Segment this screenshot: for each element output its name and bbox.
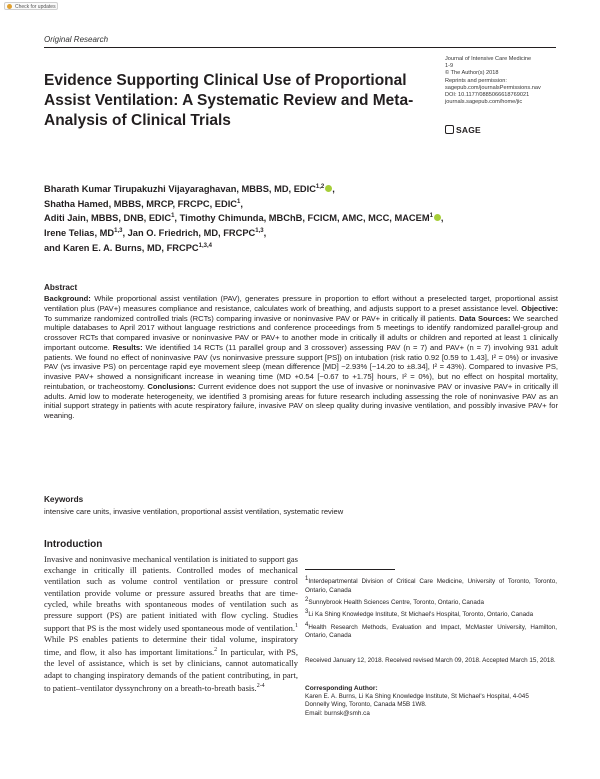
objective-label: Objective:: [521, 303, 558, 313]
check-for-updates-label: Check for updates: [15, 4, 56, 10]
check-for-updates-badge[interactable]: [4, 2, 58, 10]
footnote-divider: [305, 569, 395, 570]
author-4: Timothy Chimunda, MBChB, FCICM, AMC, MCC, MACEM$^1$ ,: [179, 213, 444, 224]
orcid-icon[interactable]: [434, 214, 441, 221]
author-list: [44, 181, 556, 254]
article-type-label: Original Research: [44, 35, 109, 44]
abstract-heading: Abstract: [44, 283, 78, 292]
affiliation-item: $^2$Sunnybrook Health Sciences Centre, Toronto, Ontario, Canada: [305, 596, 484, 606]
conclusions-label: Conclusions:: [147, 381, 196, 391]
journal-permissions-link[interactable]: sagepub.com/journalsPermissions.nav: [445, 84, 541, 91]
journal-name: Journal of Intensive Care Medicine: [445, 56, 532, 62]
author-6: Jan O. Friedrich, MD, FRCPC$^{1,3}$,: [127, 228, 267, 239]
author-5: Irene Telias, MD$^{1,3}$,: [44, 228, 126, 239]
journal-info: [445, 56, 565, 106]
publisher-logo: [445, 125, 481, 135]
journal-doi[interactable]: DOI: 10.1177/0885066618769021: [445, 92, 530, 99]
citation-ref[interactable]: 2-4: [256, 682, 265, 689]
results-text: We identified 14 RCTs (11 parallel group and 3 crossover) assessing PAV (n = 7) and PAV+ (n = 7) involving 931 adult patients. We found no effect of noninvasive PAV (vs noninvasive pressure support [PS]) on intubation (risk ratio 0.92 [0.59 to 1.43], I² = 0%) or invasive PAV (vs invasive PS) on percentage rapid eye movement sleep (mean difference [MD] −2.93% [−14.20 to ±8.34], I² = 43%). Compared to invasive PS, invasive PAV+ showed a nonsignificant increase in weaning time (MD +0.54 [−0.67 to +1.75] hours, I² = 0%), but no effect on hospital mortality, reintubation, or tracheostomy.: [44, 342, 558, 391]
header-divider: [44, 47, 556, 48]
corresponding-email[interactable]: Email: burnsk@smh.ca: [305, 709, 370, 717]
abstract-body: [44, 294, 558, 421]
journal-copyright: © The Author(s) 2018: [445, 70, 499, 77]
introduction-heading: Introduction: [44, 539, 103, 550]
sage-logo-icon: [445, 125, 454, 134]
journal-home-link[interactable]: journals.sagepub.com/home/jic: [445, 99, 523, 106]
citation-ref[interactable]: 1: [295, 623, 298, 630]
corresponding-author-heading: Corresponding Author:: [305, 685, 378, 692]
affiliations: [305, 575, 557, 642]
publisher-name: SAGE: [456, 125, 481, 135]
objective-text: To summarize randomized controlled trials (RCTs) comparing invasive or noninvasive PAV or PAV+ in critically ill patients.: [44, 313, 460, 323]
author-3: Aditi Jain, MBBS, DNB, EDIC$^1$,: [44, 213, 178, 224]
background-text: While proportional assist ventilation (PAV), generates pressure in proportion to effort without a preselected target, proportional assist ventilation plus (PAV+) measures compliance and resistance, calculates work of breathing, and adjusts support to a preset assistance level.: [44, 294, 558, 313]
affiliation-item: $^3$Li Ka Shing Knowledge Institute, St Michael's Hospital, Toronto, Ontario, Canada: [305, 609, 534, 619]
corresponding-author-details: Karen E. A. Burns, Li Ka Shing Knowledge Institute, St Michael's Hospital, 4-045 Donnelly Wing, Toronto, Canada M5B 1W8. Email: burnsk@smh.ca: [305, 693, 557, 718]
journal-pages: 1-9: [445, 63, 454, 70]
received-dates: Received January 12, 2018. Received revised March 09, 2018. Accepted March 15, 2018.: [305, 657, 556, 664]
data-sources-text: We searched multiple databases to April 2017 without language restrictions and conference proceedings from 5 meetings to identify randomized parallel-group and crossover RCTs that compared invasive or noninvasive PAV or PAV+ to another mode in critically ill adults or children and reported at least 1 clinically important outcome.: [44, 313, 558, 352]
introduction-body: Invasive and noninvasive mechanical ventilation is initiated to support gas exchange in critically ill patients. Controlled modes of mechanical ventilation such as volume control ventilation or pressure control ventilation provide volume or pressure assured breaths that are time-cycled, while breaths with spontaneous modes of ventilation such as pressure support (PS) are patient initiated with flow cycling. Studies support that PS is the most widely used spontaneous mode of ventilation.$^1$ While PS enables patients to determine their tidal volume, inspiratory time, and flow, it also has important limitations.$^2$ In particular, with PS, the level of assistance, which is set by clinicians, cannot automatically adapt to changing inspiratory demands of the patient contributing, in part, to patient–ventilator dyssynchrony on a breath-to-breath basis.$^{2-4}$: [44, 554, 298, 693]
affiliation-item: $^1$Interdepartmental Division of Critical Care Medicine, University of Toronto, Toronto, Ontario, Canada: [305, 576, 557, 594]
background-label: Background:: [44, 294, 91, 303]
article-title: Evidence Supporting Clinical Use of Proportional Assist Ventilation: A Systematic Review and Meta-Analysis of Clinical Trials: [44, 72, 414, 129]
results-label: Results:: [112, 342, 143, 352]
affiliation-item: $^4$Health Research Methods, Evaluation and Impact, McMaster University, Hamilton, Ontario, Canada: [305, 621, 557, 640]
keywords-text: intensive care units, invasive ventilation, proportional assist ventilation, systematic review: [44, 507, 344, 516]
author-2: Shatha Hamed, MBBS, MRCP, FRCPC, EDIC$^1$,: [44, 198, 243, 209]
journal-reprints: Reprints and permission:: [445, 77, 507, 84]
data-sources-label: Data Sources:: [459, 313, 511, 323]
crossmark-icon: [7, 4, 12, 9]
conclusions-text: Current evidence does not support the use of invasive or noninvasive PAV or invasive PAV+ in critically ill adults. Amid low to moderate heterogeneity, we identified 3 promising areas for future research including assessing the role of noninvasive PAV as an initial support strategy in patients with acute respiratory failure, invasive PAV on sleep quality during invasive ventilation, and possibly invasive PAV+ for weaning.: [44, 381, 558, 420]
citation-ref[interactable]: 2: [214, 647, 218, 654]
keywords-heading: Keywords: [44, 495, 84, 504]
author-1: Bharath Kumar Tirupakuzhi Vijayaraghavan, MBBS, MD, EDIC$^{1,2}$ ,: [44, 184, 335, 195]
author-7: and Karen E. A. Burns, MD, FRCPC$^{1,3,4}$: [44, 242, 212, 253]
